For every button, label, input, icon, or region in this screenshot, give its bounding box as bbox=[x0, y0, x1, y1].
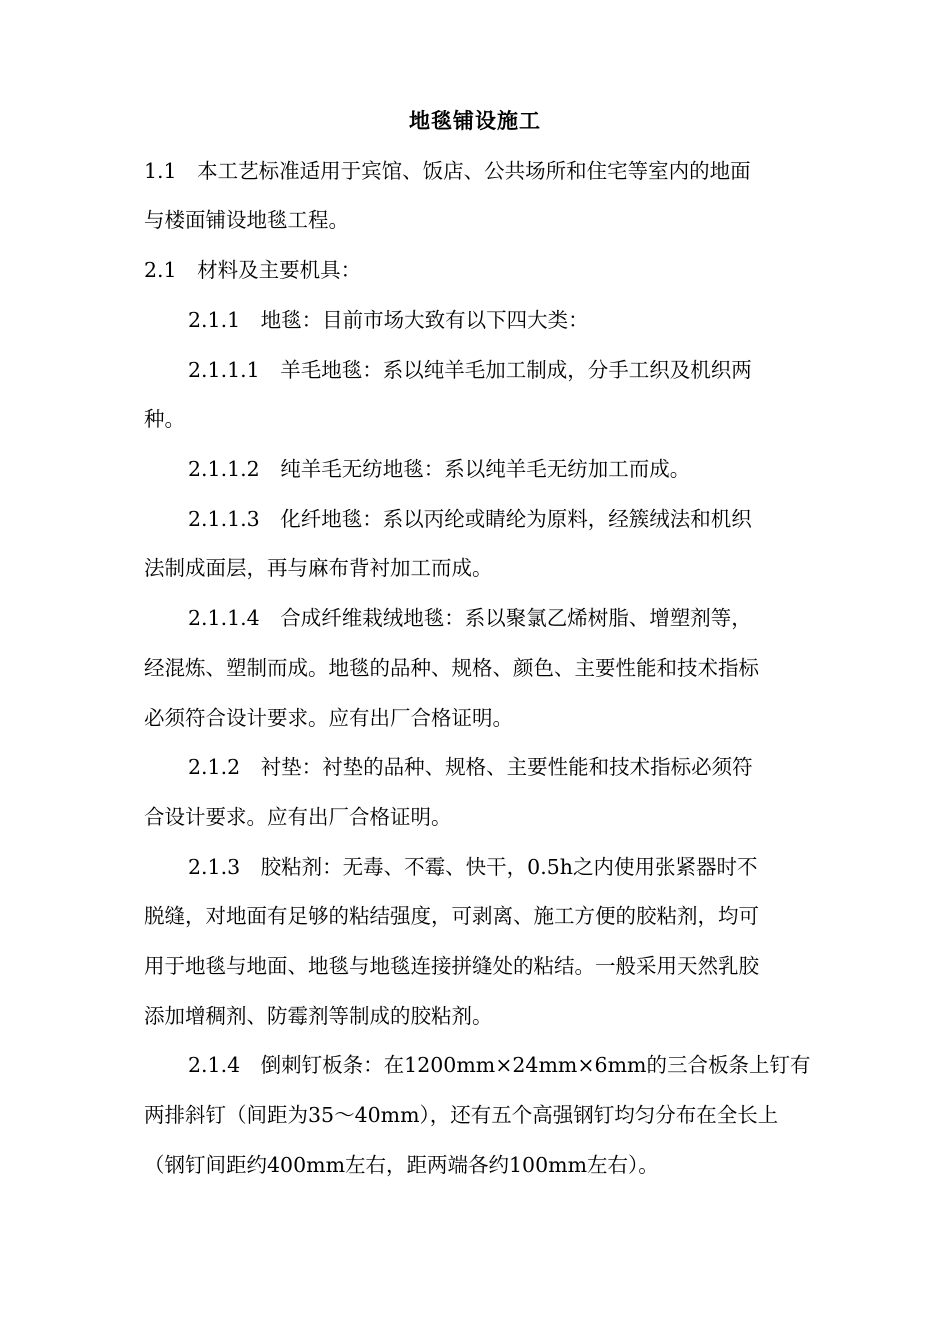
paragraph-1-1-line-1: 1.1 本工艺标准适用于宾馆、饭店、公共场所和住宅等室内的地面 bbox=[144, 159, 751, 183]
paragraph-2-1-1-3-line-1: 2.1.1.3 化纤地毯：系以丙纶或睛纶为原料，经簇绒法和机织 bbox=[188, 507, 752, 531]
paragraph-2-1-2-line-1: 2.1.2 衬垫：衬垫的品种、规格、主要性能和技术指标必须符 bbox=[188, 755, 753, 779]
paragraph-2-1-2-line-2: 合设计要求。应有出厂合格证明。 bbox=[144, 805, 452, 829]
paragraph-2-1-1-3-line-2: 法制成面层，再与麻布背衬加工而成。 bbox=[144, 556, 493, 580]
paragraph-2-1-1-2-line-1: 2.1.1.2 纯羊毛无纺地毯：系以纯羊毛无纺加工而成。 bbox=[188, 457, 691, 481]
section-2-1-heading: 2.1 材料及主要机具： bbox=[144, 258, 362, 282]
paragraph-2-1-1-4-line-3: 必须符合设计要求。应有出厂合格证明。 bbox=[144, 706, 513, 730]
paragraph-2-1-1-4-line-2: 经混炼、塑制而成。地毯的品种、规格、颜色、主要性能和技术指标 bbox=[144, 656, 759, 680]
paragraph-2-1-3-line-2: 脱缝，对地面有足够的粘结强度，可剥离、施工方便的胶粘剂，均可 bbox=[144, 904, 759, 928]
paragraph-2-1-4-line-2: 两排斜钉（间距为35～40mm），还有五个高强钢钉均匀分布在全长上 bbox=[144, 1103, 779, 1127]
paragraph-1-1-line-2: 与楼面铺设地毯工程。 bbox=[144, 208, 349, 232]
document-title: 地毯铺设施工 bbox=[409, 109, 541, 133]
paragraph-2-1-4-line-3: （钢钉间距约400mm左右，距两端各约100mm左右）。 bbox=[144, 1153, 659, 1177]
paragraph-2-1-3-line-3: 用于地毯与地面、地毯与地毯连接拼缝处的粘结。一般采用天然乳胶 bbox=[144, 954, 759, 978]
paragraph-2-1-1-line-1: 2.1.1 地毯：目前市场大致有以下四大类： bbox=[188, 308, 589, 332]
paragraph-2-1-1-4-line-1: 2.1.1.4 合成纤维栽绒地毯：系以聚氯乙烯树脂、增塑剂等， bbox=[188, 606, 752, 630]
paragraph-2-1-3-line-1: 2.1.3 胶粘剂：无毒、不霉、快干，0.5h之内使用张紧器时不 bbox=[188, 855, 758, 879]
paragraph-2-1-3-line-4: 添加增稠剂、防霉剂等制成的胶粘剂。 bbox=[144, 1004, 493, 1028]
paragraph-2-1-1-1-line-1: 2.1.1.1 羊毛地毯：系以纯羊毛加工制成，分手工织及机织两 bbox=[188, 358, 752, 382]
paragraph-2-1-1-1-line-2: 种。 bbox=[144, 407, 185, 431]
paragraph-2-1-4-line-1: 2.1.4 倒刺钉板条：在1200mm×24mm×6mm的三合板条上钉有 bbox=[188, 1053, 811, 1077]
